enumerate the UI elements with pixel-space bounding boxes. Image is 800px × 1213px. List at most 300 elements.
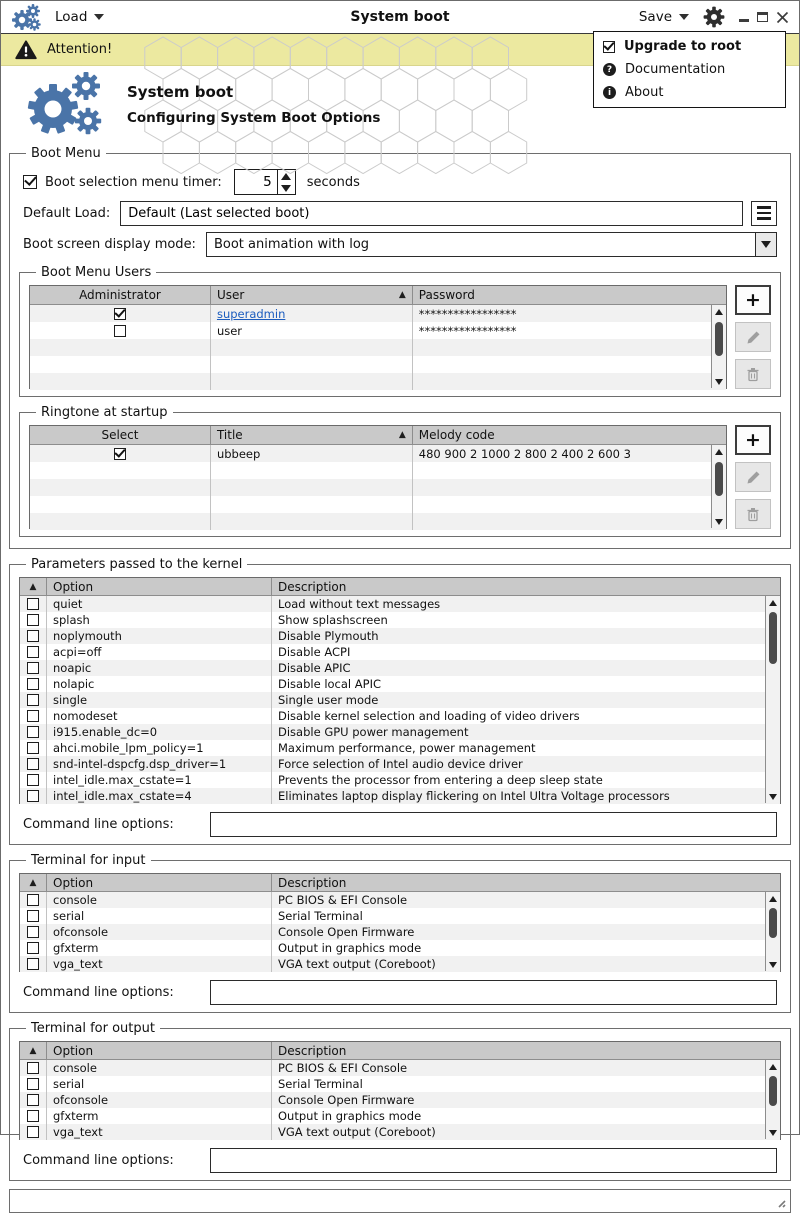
question-circle-icon: ? <box>603 63 616 76</box>
cell-option <box>47 956 272 972</box>
cell-text: noplymouth <box>53 629 122 643</box>
cell-option <box>47 924 272 940</box>
boot-menu-legend: Boot Menu <box>31 146 101 161</box>
gears-logo <box>23 72 111 138</box>
empty-cell <box>30 513 211 530</box>
empty-cell <box>413 513 726 530</box>
scroll-up-button[interactable] <box>712 305 726 318</box>
display-mode-label: Boot screen display mode: <box>23 236 196 252</box>
column-header-option[interactable] <box>47 1042 272 1060</box>
sort-ascending-icon: ▲ <box>398 430 406 440</box>
checkbox-checked[interactable] <box>114 308 126 320</box>
checkbox-checked[interactable] <box>114 448 126 460</box>
checkbox-unchecked[interactable] <box>27 958 39 970</box>
empty-cell <box>211 496 413 513</box>
scroll-track[interactable] <box>766 905 780 958</box>
add-user-button[interactable]: + <box>735 285 771 315</box>
kernel-params-legend: Parameters passed to the kernel <box>31 557 243 572</box>
cell-check <box>20 708 47 724</box>
column-header-label: Option <box>53 579 94 594</box>
boot-menu-users-fieldset <box>19 265 781 397</box>
cell-check <box>20 956 47 972</box>
column-header-label: Title <box>216 428 243 442</box>
checkbox-unchecked[interactable] <box>27 630 39 642</box>
cell-option <box>47 1076 272 1092</box>
cell-option <box>47 788 272 804</box>
menu-item-upgrade-to-root[interactable] <box>594 35 785 58</box>
kernel-header <box>20 578 780 596</box>
cell-text: 480 900 2 1000 2 800 2 400 2 600 3 <box>418 446 631 461</box>
trash-icon <box>746 507 760 522</box>
scroll-up-button[interactable] <box>712 445 726 458</box>
terminal-input-cmdline-input[interactable] <box>210 980 777 1005</box>
display-mode-combobox[interactable] <box>206 232 777 257</box>
column-header-label: User <box>216 288 245 302</box>
header-row <box>30 426 726 445</box>
column-header-melody-code[interactable] <box>413 426 726 445</box>
timer-unit-label: seconds <box>306 174 360 190</box>
cell-text: gfxterm <box>53 941 99 955</box>
cell-text: serial <box>53 909 85 923</box>
combobox-arrow-icon[interactable] <box>755 233 776 256</box>
cell-description <box>272 924 780 940</box>
table-row[interactable] <box>20 924 780 940</box>
cell-option <box>47 628 272 644</box>
cell-check <box>20 596 47 612</box>
cell-text: user <box>216 323 243 338</box>
users-table-scrollbar[interactable] <box>711 305 726 388</box>
cell-text: Disable Plymouth <box>278 629 379 643</box>
checkbox-unchecked[interactable] <box>27 758 39 770</box>
checkbox-unchecked[interactable] <box>27 710 39 722</box>
ringtone-header <box>30 426 726 445</box>
cell-description <box>272 1092 780 1108</box>
cell-check <box>20 1092 47 1108</box>
hamburger-icon <box>757 206 771 208</box>
empty-cell <box>413 339 726 356</box>
cell-option <box>47 676 272 692</box>
header-row <box>20 874 780 892</box>
cell-text: i915.enable_dc=0 <box>53 725 158 739</box>
table-row[interactable] <box>20 788 780 804</box>
checkbox-unchecked[interactable] <box>27 1078 39 1090</box>
scroll-track[interactable] <box>766 1073 780 1126</box>
cell-check <box>20 1108 47 1124</box>
checkbox-unchecked[interactable] <box>114 325 126 337</box>
timer-value-input[interactable] <box>235 170 277 194</box>
cell-description <box>272 956 780 972</box>
cell-description <box>272 692 780 708</box>
table-row[interactable] <box>20 1076 780 1092</box>
resize-grip[interactable] <box>773 1195 787 1209</box>
cell-description <box>272 1108 780 1124</box>
cell-check <box>20 692 47 708</box>
cell-option <box>47 724 272 740</box>
table-row[interactable] <box>30 322 726 339</box>
checkbox-unchecked[interactable] <box>27 598 39 610</box>
cell-check <box>20 788 47 804</box>
cell-description <box>272 788 780 804</box>
empty-cell <box>413 496 726 513</box>
terminal-input-legend: Terminal for input <box>31 853 146 868</box>
menu-item-label: Upgrade to root <box>624 39 742 54</box>
cell-description <box>272 628 780 644</box>
scroll-thumb[interactable] <box>769 908 777 938</box>
table-row[interactable] <box>20 660 780 676</box>
status-bar <box>9 1189 791 1213</box>
kernel-params-fieldset <box>9 557 791 845</box>
cell-check <box>20 908 47 924</box>
table-row[interactable] <box>30 445 726 462</box>
users-table <box>29 285 727 389</box>
scroll-down-button[interactable] <box>712 515 726 528</box>
empty-cell <box>211 373 413 390</box>
scroll-thumb[interactable] <box>715 322 723 356</box>
cell-description <box>272 660 780 676</box>
scroll-track[interactable] <box>766 609 780 790</box>
terminal-input-body <box>20 892 780 972</box>
cell-option <box>47 708 272 724</box>
cell-description <box>272 724 780 740</box>
checkbox-unchecked[interactable] <box>27 678 39 690</box>
empty-cell <box>211 339 413 356</box>
pencil-icon <box>746 470 761 485</box>
checkbox-unchecked[interactable] <box>27 694 39 706</box>
load-menu-button[interactable] <box>55 9 104 25</box>
empty-row <box>30 373 726 390</box>
scroll-down-button[interactable] <box>766 790 780 803</box>
spinner-down-button[interactable] <box>278 182 295 194</box>
kernel-params-table <box>19 577 781 804</box>
load-label: Load <box>55 9 88 25</box>
checkbox-unchecked[interactable] <box>27 1094 39 1106</box>
table-row[interactable] <box>20 628 780 644</box>
table-row[interactable] <box>20 892 780 908</box>
pencil-icon <box>746 330 761 345</box>
cell-description <box>272 1060 780 1076</box>
terminal-output-legend: Terminal for output <box>31 1021 155 1036</box>
terminal-output-body <box>20 1060 780 1140</box>
cell-text: ***************** <box>418 323 517 338</box>
empty-cell <box>211 356 413 373</box>
users-legend: Boot Menu Users <box>41 265 152 280</box>
empty-cell <box>413 356 726 373</box>
cell-check <box>20 1124 47 1140</box>
cell-password <box>413 322 726 339</box>
column-header-administrator[interactable] <box>30 286 211 305</box>
cell-option <box>47 940 272 956</box>
cell-text: acpi=off <box>53 645 102 659</box>
scroll-down-button[interactable] <box>712 375 726 388</box>
table-row[interactable] <box>20 1108 780 1124</box>
checkbox-unchecked[interactable] <box>27 774 39 786</box>
checkbox-unchecked[interactable] <box>27 942 39 954</box>
checked-checkbox-icon <box>603 41 615 53</box>
timer-checkbox[interactable] <box>23 175 37 189</box>
table-row[interactable] <box>20 724 780 740</box>
table-row[interactable] <box>20 708 780 724</box>
scroll-thumb[interactable] <box>769 612 777 664</box>
cell-text: Load without text messages <box>278 597 441 611</box>
cell-description <box>272 908 780 924</box>
column-header-password[interactable] <box>413 286 726 305</box>
cell-text: console <box>53 893 97 907</box>
table-row[interactable] <box>20 772 780 788</box>
cell-check <box>20 628 47 644</box>
cell-text: Force selection of Intel audio device driver <box>278 757 523 771</box>
boot-menu-fieldset <box>9 146 791 549</box>
table-row[interactable] <box>20 1124 780 1140</box>
column-header-description[interactable] <box>272 1042 780 1060</box>
scroll-down-button[interactable] <box>766 1126 780 1139</box>
menu-item-about[interactable] <box>594 81 785 104</box>
cell-text: nolapic <box>53 677 95 691</box>
scroll-thumb[interactable] <box>715 462 723 496</box>
table-row[interactable] <box>20 1092 780 1108</box>
cell-text: single <box>53 693 88 707</box>
cell-option <box>47 596 272 612</box>
table-row[interactable] <box>20 908 780 924</box>
table-row[interactable] <box>30 305 726 322</box>
default-load-list-button[interactable] <box>751 201 777 226</box>
cell-text: nomodeset <box>53 709 118 723</box>
cell-description <box>272 644 780 660</box>
minimize-button[interactable] <box>739 19 749 22</box>
cell-description <box>272 708 780 724</box>
window-title: System boot <box>350 9 450 25</box>
ringtone-table-scrollbar[interactable] <box>711 445 726 528</box>
checkbox-unchecked[interactable] <box>27 742 39 754</box>
column-header-check[interactable] <box>20 1042 47 1060</box>
cell-check <box>20 772 47 788</box>
maximize-button[interactable] <box>757 12 768 22</box>
cell-description <box>272 772 780 788</box>
kernel-cmdline-input[interactable] <box>210 812 777 837</box>
cell-option <box>47 1060 272 1076</box>
cell-description <box>272 940 780 956</box>
empty-cell <box>211 479 413 496</box>
empty-cell <box>30 339 211 356</box>
cell-description <box>272 892 780 908</box>
chevron-down-icon <box>94 14 104 20</box>
table-row[interactable] <box>20 940 780 956</box>
display-mode-value: Boot animation with log <box>213 236 370 252</box>
cell-check <box>20 740 47 756</box>
cell-check <box>20 1076 47 1092</box>
cell-text: Disable APIC <box>278 661 351 675</box>
spinner-up-button[interactable] <box>278 170 295 182</box>
main-content <box>1 143 799 1189</box>
column-header-option[interactable] <box>47 874 272 892</box>
checkbox-unchecked[interactable] <box>27 726 39 738</box>
scroll-up-button[interactable] <box>766 1060 780 1073</box>
terminal-input-scrollbar[interactable] <box>765 892 780 971</box>
scroll-track[interactable] <box>712 458 726 515</box>
cell-text: gfxterm <box>53 1109 99 1123</box>
terminal-output-fieldset <box>9 1021 791 1181</box>
cell-description <box>272 596 780 612</box>
cell-check <box>20 724 47 740</box>
cell-text: ahci.mobile_lpm_policy=1 <box>53 741 204 755</box>
terminal-output-cmdline-label: Command line options: <box>23 1153 174 1168</box>
terminal-output-scrollbar[interactable] <box>765 1060 780 1139</box>
scroll-up-button[interactable] <box>766 892 780 905</box>
column-header-user[interactable] <box>211 286 413 305</box>
cell-text: ***************** <box>418 306 517 321</box>
cell-check <box>20 660 47 676</box>
cell-option <box>47 772 272 788</box>
cell-text: vga_text <box>53 957 103 971</box>
cell-text: ofconsole <box>53 1093 109 1107</box>
cell-text: Show splashscreen <box>278 613 388 627</box>
checkbox-unchecked[interactable] <box>27 910 39 922</box>
header-subtitle: Configuring System Boot Options <box>127 110 381 126</box>
close-button[interactable] <box>776 11 789 24</box>
scroll-thumb[interactable] <box>769 1076 777 1106</box>
table-row[interactable] <box>20 756 780 772</box>
trash-icon <box>746 367 760 382</box>
cell-administrator <box>30 322 211 339</box>
warning-triangle-icon <box>15 40 37 60</box>
default-load-input[interactable] <box>120 201 743 226</box>
checkbox-unchecked[interactable] <box>27 1062 39 1074</box>
cell-option <box>47 1108 272 1124</box>
table-row[interactable] <box>20 644 780 660</box>
terminal-input-header <box>20 874 780 892</box>
edit-ringtone-button <box>735 462 771 492</box>
add-ringtone-button[interactable]: + <box>735 425 771 455</box>
header-title: System boot <box>127 83 234 101</box>
column-header-label: Description <box>278 875 347 890</box>
cell-option <box>47 644 272 660</box>
cell-check <box>20 924 47 940</box>
cell-text: Maximum performance, power management <box>278 741 536 755</box>
table-row[interactable] <box>20 740 780 756</box>
column-header-select[interactable] <box>30 426 211 445</box>
terminal-output-cmdline-input[interactable] <box>210 1148 777 1173</box>
terminal-output-header <box>20 1042 780 1060</box>
cell-text: Console Open Firmware <box>278 925 415 939</box>
empty-row <box>30 339 726 356</box>
column-header-label: Option <box>53 875 94 890</box>
cell-description <box>272 740 780 756</box>
cell-text: Disable kernel selection and loading of video drivers <box>278 709 580 723</box>
column-header-title[interactable] <box>211 426 413 445</box>
settings-gear-icon[interactable] <box>703 6 725 28</box>
info-circle-icon: i <box>603 86 616 99</box>
chevron-down-icon <box>679 14 689 20</box>
column-header-label: Description <box>278 579 347 594</box>
cell-text: Output in graphics mode <box>278 941 422 955</box>
sort-ascending-icon: ▲ <box>29 1045 37 1056</box>
cell-option <box>47 908 272 924</box>
scroll-up-button[interactable] <box>766 596 780 609</box>
column-header-description[interactable] <box>272 578 780 596</box>
column-header-description[interactable] <box>272 874 780 892</box>
table-row[interactable] <box>20 1060 780 1076</box>
menu-item-label: Documentation <box>625 62 726 77</box>
cell-text: Serial Terminal <box>278 1077 363 1091</box>
checkbox-unchecked[interactable] <box>27 614 39 626</box>
cell-text: snd-intel-dspcfg.dsp_driver=1 <box>53 757 227 771</box>
cell-text: PC BIOS & EFI Console <box>278 893 408 907</box>
checkbox-unchecked[interactable] <box>27 790 39 802</box>
column-header-check[interactable] <box>20 578 47 596</box>
kernel-body <box>20 596 780 804</box>
cell-melody-code <box>413 445 726 462</box>
checkbox-unchecked[interactable] <box>27 646 39 658</box>
users-body <box>30 305 726 390</box>
cell-password <box>413 305 726 322</box>
checkbox-unchecked[interactable] <box>27 894 39 906</box>
cell-description <box>272 612 780 628</box>
terminal-input-cmdline-label: Command line options: <box>23 985 174 1000</box>
empty-cell <box>211 462 413 479</box>
cell-description <box>272 756 780 772</box>
cell-text: console <box>53 1061 97 1075</box>
table-row[interactable] <box>20 676 780 692</box>
checkbox-unchecked[interactable] <box>27 1110 39 1122</box>
app-gears-icon <box>11 3 41 31</box>
header-row <box>20 1042 780 1060</box>
cell-user <box>211 322 413 339</box>
header-row <box>20 578 780 596</box>
menu-item-label: About <box>625 85 664 100</box>
sort-ascending-icon: ▲ <box>29 581 37 592</box>
cell-title <box>211 445 413 462</box>
cell-select <box>30 445 211 462</box>
checkbox-unchecked[interactable] <box>27 1126 39 1138</box>
table-row[interactable] <box>20 956 780 972</box>
scroll-track[interactable] <box>712 318 726 375</box>
column-header-option[interactable] <box>47 578 272 596</box>
column-header-check[interactable] <box>20 874 47 892</box>
cell-option <box>47 692 272 708</box>
cell-description <box>272 1124 780 1140</box>
empty-cell <box>30 356 211 373</box>
column-header-label: Melody code <box>418 428 495 442</box>
cell-option <box>47 1124 272 1140</box>
cell-text: Single user mode <box>278 693 379 707</box>
checkbox-unchecked[interactable] <box>27 926 39 938</box>
delete-user-button <box>735 359 771 389</box>
empty-cell <box>30 479 211 496</box>
table-row[interactable] <box>20 692 780 708</box>
menu-item-documentation[interactable] <box>594 58 785 81</box>
save-menu-button[interactable] <box>639 9 689 25</box>
empty-cell <box>413 479 726 496</box>
column-header-label: Select <box>101 428 139 442</box>
user-link[interactable]: superadmin <box>216 306 286 321</box>
ringtone-body <box>30 445 726 530</box>
table-row[interactable] <box>20 596 780 612</box>
cell-text: Eliminates laptop display flickering on Intel Ultra Voltage processors <box>278 789 670 803</box>
default-load-label: Default Load: <box>23 205 111 221</box>
kernel-table-scrollbar[interactable] <box>765 596 780 803</box>
timer-spinner <box>234 169 296 195</box>
checkbox-unchecked[interactable] <box>27 662 39 674</box>
cell-text: Disable GPU power management <box>278 725 469 739</box>
empty-row <box>30 513 726 530</box>
column-header-label: Administrator <box>79 288 161 302</box>
cell-text: Console Open Firmware <box>278 1093 415 1107</box>
cell-text: VGA text output (Coreboot) <box>278 1125 436 1139</box>
cell-administrator <box>30 305 211 322</box>
table-row[interactable] <box>20 612 780 628</box>
sort-ascending-icon: ▲ <box>398 290 406 300</box>
scroll-down-button[interactable] <box>766 958 780 971</box>
cell-option <box>47 660 272 676</box>
